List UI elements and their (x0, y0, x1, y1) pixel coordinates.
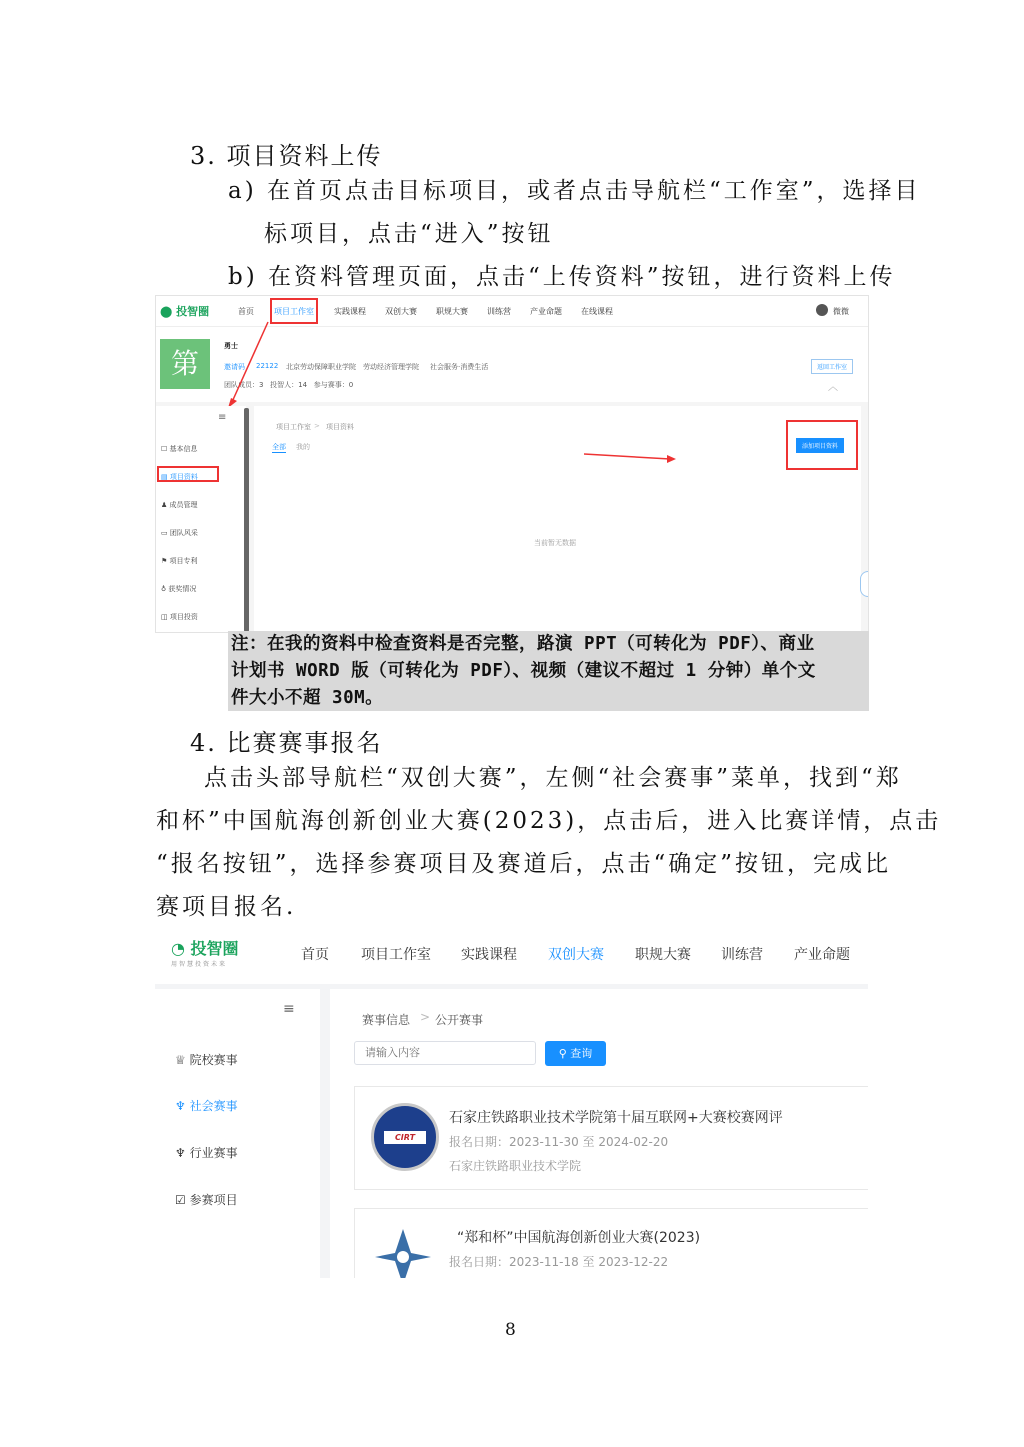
note-line2: 计划书 WORD 版（可转化为 PDF）、视频（建议不超过 1 分钟）单个文 (231, 661, 816, 681)
section-4-para-line2: 和杯”中国航海创新创业大赛(2023)，点击后，进入比赛详情，点击 (156, 808, 942, 834)
competition-sidebar (155, 989, 320, 1278)
section-4-heading: 4. 比赛赛事报名 (190, 729, 383, 757)
nav-innovation-active[interactable]: 双创大赛 (548, 947, 604, 963)
nav-practice[interactable]: 实践课程 (334, 307, 366, 316)
highlight-box-studio (270, 298, 318, 324)
sidebar-item-social[interactable]: ♆ 社会赛事 (175, 1099, 238, 1113)
nav-home[interactable]: 首页 (301, 947, 329, 963)
search-input[interactable] (354, 1041, 536, 1065)
search-button[interactable]: ⚲ 查询 (545, 1041, 606, 1066)
tab-all[interactable]: 全部 (272, 443, 286, 451)
highlight-box-materials (157, 466, 219, 482)
project-sidebar (156, 406, 246, 632)
competition-list-panel (330, 989, 868, 1278)
breadcrumb-info[interactable]: 赛事信息 (362, 1013, 411, 1027)
event-organizer: 石家庄铁路职业技术学院 (449, 1159, 582, 1173)
sidebar-item-members[interactable]: ♟ 成员管理 (161, 501, 198, 509)
event-title[interactable]: “郑和杯”中国航海创新创业大赛(2023) (457, 1230, 701, 1246)
breadcrumb-materials: 项目资料 (326, 423, 354, 431)
category: 社会服务·消费生活 (430, 363, 489, 371)
floating-help-icon[interactable] (860, 571, 869, 597)
sidebar-item-awards[interactable]: ♁ 获奖情况 (161, 585, 197, 593)
sidebar-item-entries[interactable]: ☑ 参赛项目 (175, 1193, 238, 1207)
section-4-para-line1: 点击头部导航栏“双创大赛”，左侧“社会赛事”菜单，找到“郑 (204, 765, 902, 791)
nav-practice[interactable]: 实践课程 (461, 947, 517, 963)
event-logo-sjz (371, 1103, 439, 1171)
nav-career[interactable]: 职规大赛 (436, 307, 468, 316)
logo: ◔ 投智圈 用智慧投资未来 (171, 939, 239, 968)
breadcrumb-studio[interactable]: 项目工作室 (276, 423, 311, 431)
arrow-to-sidebar-icon (226, 320, 279, 410)
event-date: 报名日期：2023-11-30 至 2024-02-20 (449, 1135, 669, 1149)
nav-project-studio[interactable]: 项目工作室 (274, 307, 314, 316)
sidebar-item-school[interactable]: ♕ 院校赛事 (175, 1053, 238, 1067)
breadcrumb-separator-icon: > (420, 1010, 431, 1024)
nav-career[interactable]: 职规大赛 (635, 947, 691, 963)
top-nav-bar (155, 927, 868, 984)
nav-camp[interactable]: 训练营 (487, 307, 511, 316)
section-4-para-line3: “报名按钮”，选择参赛项目及赛道后，点击“确定”按钮，完成比 (156, 851, 892, 877)
page-number: 8 (505, 1320, 516, 1340)
user-name[interactable]: 微微 (833, 307, 849, 316)
breadcrumb-separator-icon: > (314, 422, 320, 430)
nav-industry[interactable]: 产业命题 (794, 947, 850, 963)
nav-online[interactable]: 在线课程 (581, 307, 613, 316)
event-logo-zhenghe (371, 1225, 435, 1278)
nav-home[interactable]: 首页 (238, 307, 254, 316)
event-card[interactable] (354, 1086, 868, 1190)
nav-camp[interactable]: 训练营 (721, 947, 763, 963)
project-avatar: 第 (160, 339, 210, 389)
logo: ⬤ 投智圈 (160, 305, 210, 318)
note-line1: 注：在我的资料中检查资料是否完整，路演 PPT（可转化为 PDF）、商业 (231, 634, 815, 654)
add-material-button[interactable]: 添加项目资料 (796, 438, 844, 453)
collapse-icon[interactable]: ︿ (828, 382, 838, 393)
section-3-heading: 3. 项目资料上传 (190, 142, 383, 170)
sidebar-item-patents[interactable]: ⚑ 项目专利 (161, 557, 198, 565)
team-name: 勇士 (224, 342, 238, 350)
event-logo-mark: CIRT (384, 1131, 426, 1144)
sidebar-item-team-style[interactable]: ▭ 团队风采 (161, 529, 198, 537)
user-avatar[interactable] (816, 304, 828, 316)
step-a-line2: 标项目，点击“进入”按钮 (264, 221, 554, 247)
tab-mine[interactable]: 我的 (296, 443, 310, 451)
sidebar-item-industry[interactable]: ♆ 行业赛事 (175, 1146, 238, 1160)
event-title[interactable]: 石家庄铁路职业技术学院第十届互联网+大赛校赛网评 (449, 1110, 783, 1126)
college-name: 劳动经济管理学院 (363, 363, 419, 371)
sidebar-item-materials[interactable]: ▤ 项目资料 (161, 473, 198, 481)
materials-panel (254, 406, 861, 632)
breadcrumb-public: 公开赛事 (435, 1013, 484, 1027)
nav-innovation[interactable]: 双创大赛 (385, 307, 417, 316)
invite-label: 邀请码 (224, 363, 245, 371)
event-card[interactable] (354, 1208, 868, 1278)
event-date: 报名日期：2023-11-18 至 2023-12-22 (449, 1255, 669, 1269)
school-name: 北京劳动保障职业学院 (286, 363, 356, 371)
note-line3: 件大小不超 30M。 (231, 688, 384, 708)
note-box (228, 631, 869, 711)
sidebar-item-basic-info[interactable]: ☐ 基本信息 (161, 445, 198, 453)
empty-state-text: 当前暂无数据 (534, 539, 576, 547)
nav-project-studio[interactable]: 项目工作室 (361, 947, 431, 963)
arrow-to-add-button-icon (584, 451, 679, 465)
team-stats: 团队成员：3 投智人：14 参与赛事：0 (224, 381, 354, 389)
menu-toggle-icon[interactable]: ≡ (218, 412, 227, 423)
search-icon: ⚲ (558, 1047, 567, 1060)
screenshot-project-materials (155, 295, 869, 633)
menu-toggle-icon[interactable]: ≡ (283, 1001, 295, 1017)
section-4-para-line4: 赛项目报名. (156, 894, 297, 920)
step-b-text: b) 在资料管理页面，点击“上传资料”按钮，进行资料上传 (228, 264, 896, 290)
exit-studio-button[interactable]: 返回工作室 (811, 359, 853, 374)
invite-code: 22122 (256, 362, 279, 370)
sidebar-item-investment[interactable]: ◫ 项目投资 (161, 613, 198, 621)
sidebar-scrollbar[interactable] (244, 408, 249, 632)
nav-industry[interactable]: 产业命题 (530, 307, 562, 316)
step-a-line1: a) 在首页点击目标项目，或者点击导航栏“工作室”，选择目 (228, 178, 921, 204)
screenshot-competition-list (155, 927, 868, 1278)
